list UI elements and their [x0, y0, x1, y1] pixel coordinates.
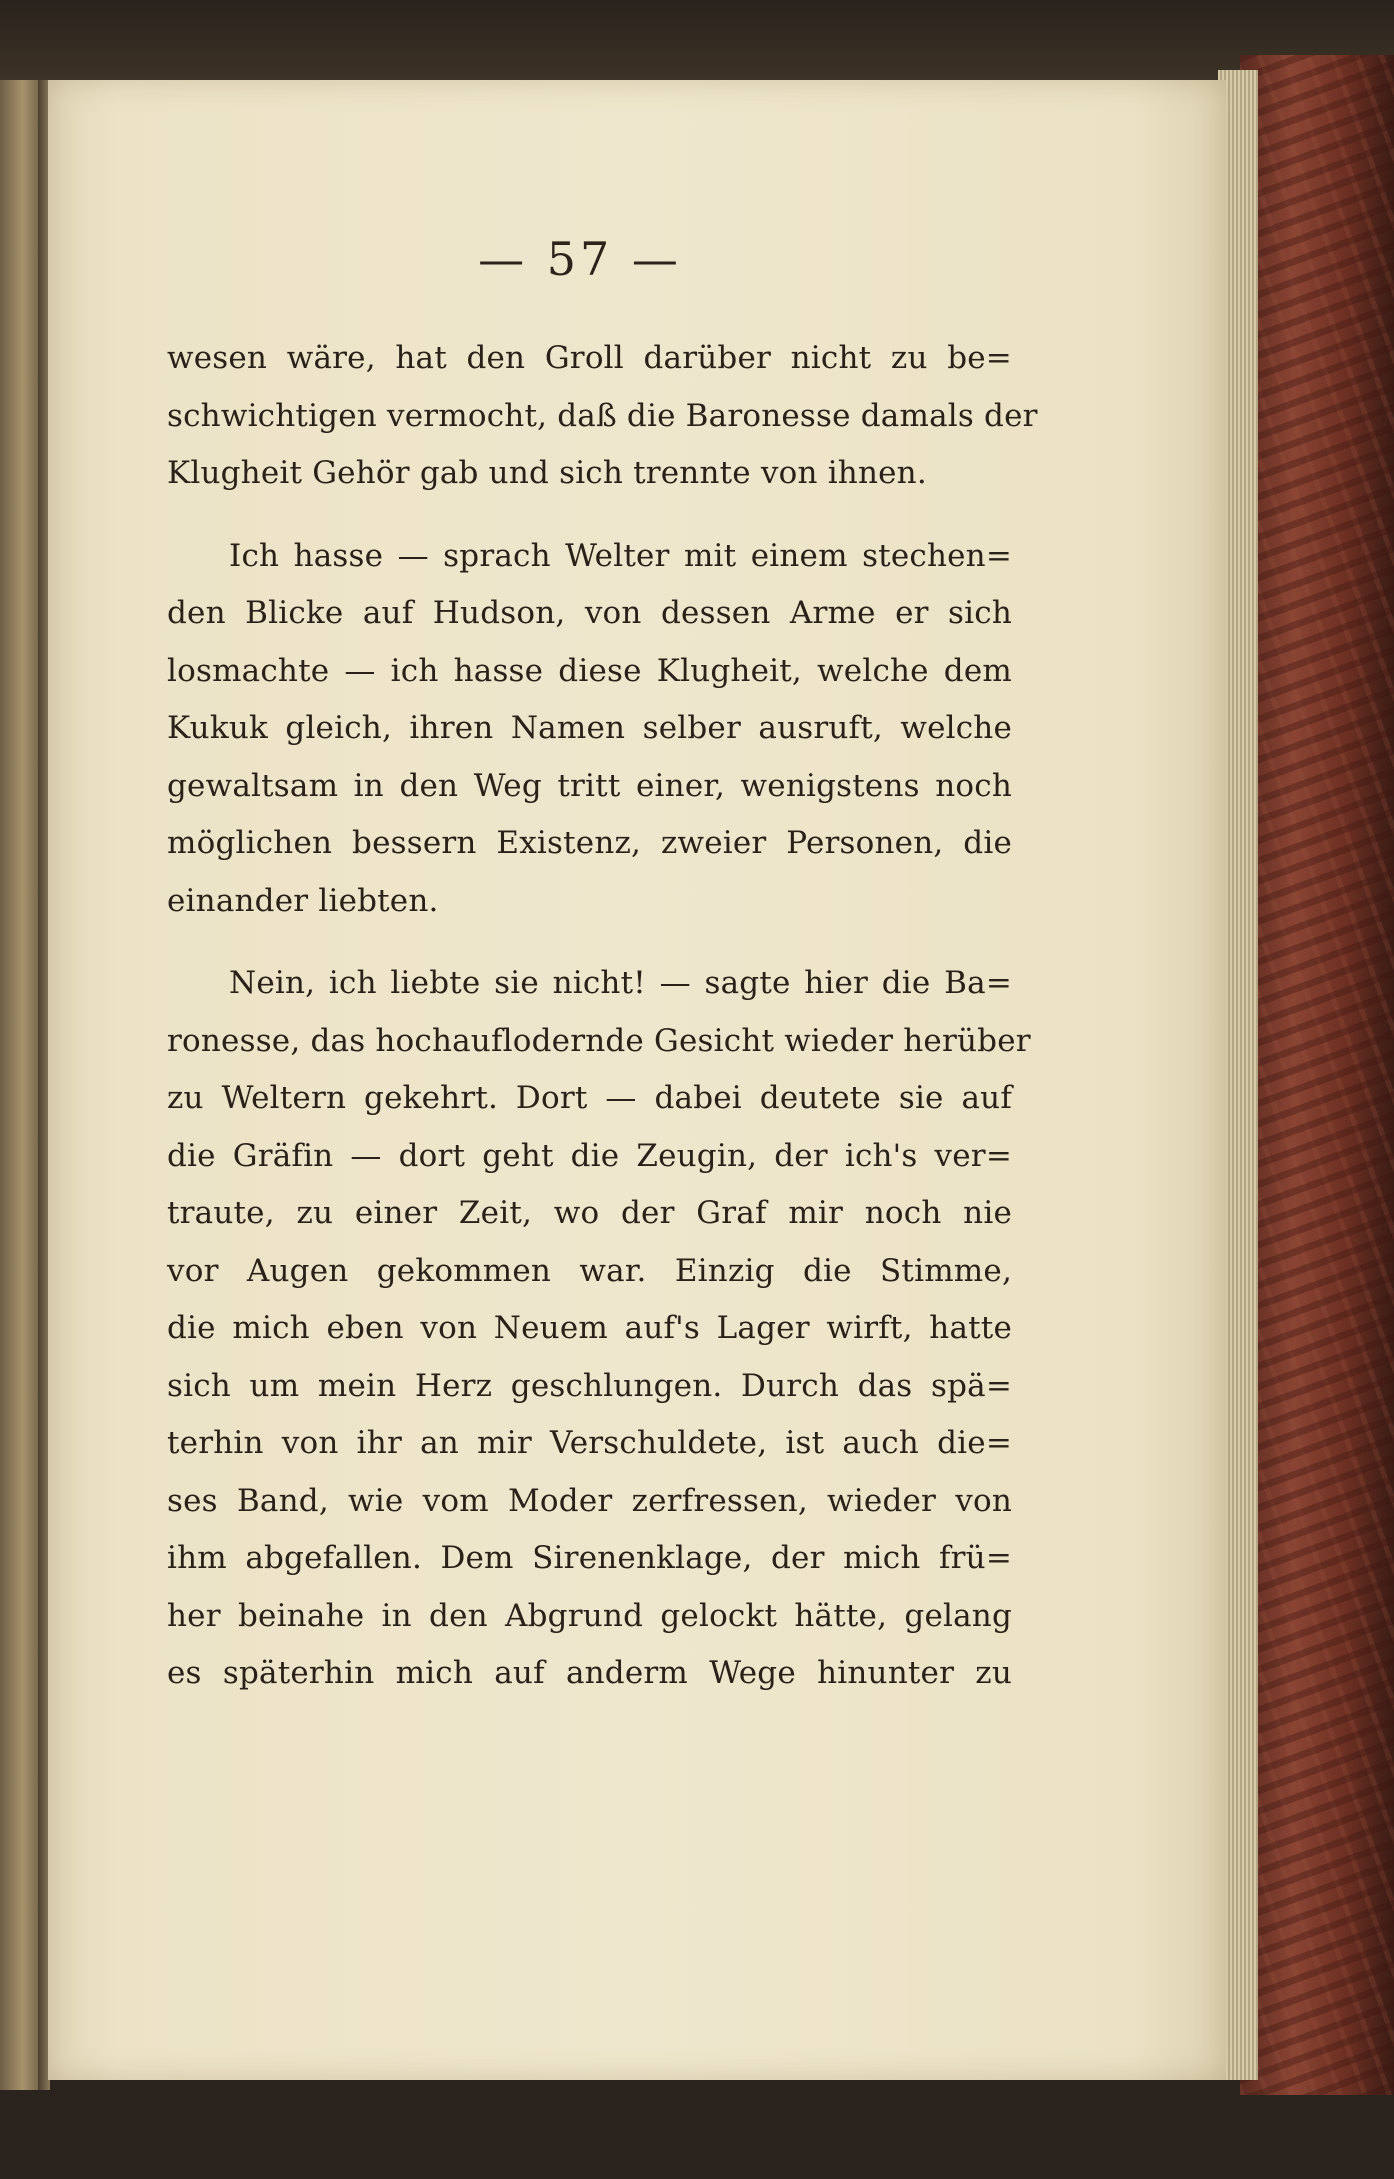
text-line: wesen wäre, hat den Groll darüber nicht zu be= — [167, 340, 1012, 376]
text-line: sich um mein Herz geschlungen. Durch das spä= — [167, 1367, 1012, 1404]
text-line: ihm abgefallen. Dem Sirenenklage, der mich frü= — [167, 1540, 1012, 1576]
page-number: — 57 — — [478, 232, 682, 286]
text-line: den Blicke auf Hudson, von dessen Arme er sich — [167, 595, 1012, 631]
text-line: einander liebten. — [167, 882, 439, 919]
text-line: traute, zu einer Zeit, wo der Graf mir noch nie — [167, 1195, 1012, 1231]
paragraph-gap — [167, 930, 1012, 955]
text-line: her beinahe in den Abgrund gelockt hätte, gelang — [167, 1597, 1012, 1634]
text-line: es späterhin mich auf anderm Wege hinunter zu — [167, 1655, 1012, 1691]
text-line: Nein, ich liebte sie nicht! — sagte hier die Ba= — [229, 965, 1012, 1001]
text-line: gewaltsam in den Weg tritt einer, wenigstens noch — [167, 767, 1012, 804]
previous-page-edge — [0, 80, 38, 2090]
text-line: ronesse, das hochauflodernde Gesicht wieder herüber — [167, 1022, 1031, 1059]
text-line: terhin von ihr an mir Verschuldete, ist auch die= — [167, 1425, 1012, 1461]
text-line: ses Band, wie vom Moder zerfressen, wieder von — [167, 1482, 1012, 1519]
paragraph-gap — [167, 503, 1012, 528]
text-line: Klugheit Gehör gab und sich trennte von ihnen. — [167, 455, 927, 491]
text-line: losmachte — ich hasse diese Klugheit, welche dem — [167, 652, 1012, 689]
text-line: Ich hasse — sprach Welter mit einem stechen= — [229, 537, 1012, 574]
text-line: die mich eben von Neuem auf's Lager wirft, hatte — [167, 1310, 1012, 1346]
text-line: Kukuk gleich, ihren Namen selber ausruft, welche — [167, 710, 1012, 746]
text-line: schwichtigen vermocht, daß die Baronesse damals der — [167, 397, 1038, 434]
text-line: möglichen bessern Existenz, zweier Personen, die — [167, 825, 1012, 861]
text-line: zu Weltern gekehrt. Dort — dabei deutete sie auf — [167, 1080, 1012, 1116]
page-body — [167, 330, 1038, 1703]
text-line: die Gräfin — dort geht die Zeugin, der ich's ver= — [167, 1137, 1012, 1174]
marbled-cover — [1240, 55, 1394, 2095]
text-line: vor Augen gekommen war. Einzig die Stimme, — [167, 1252, 1012, 1289]
background-top — [0, 0, 1394, 80]
